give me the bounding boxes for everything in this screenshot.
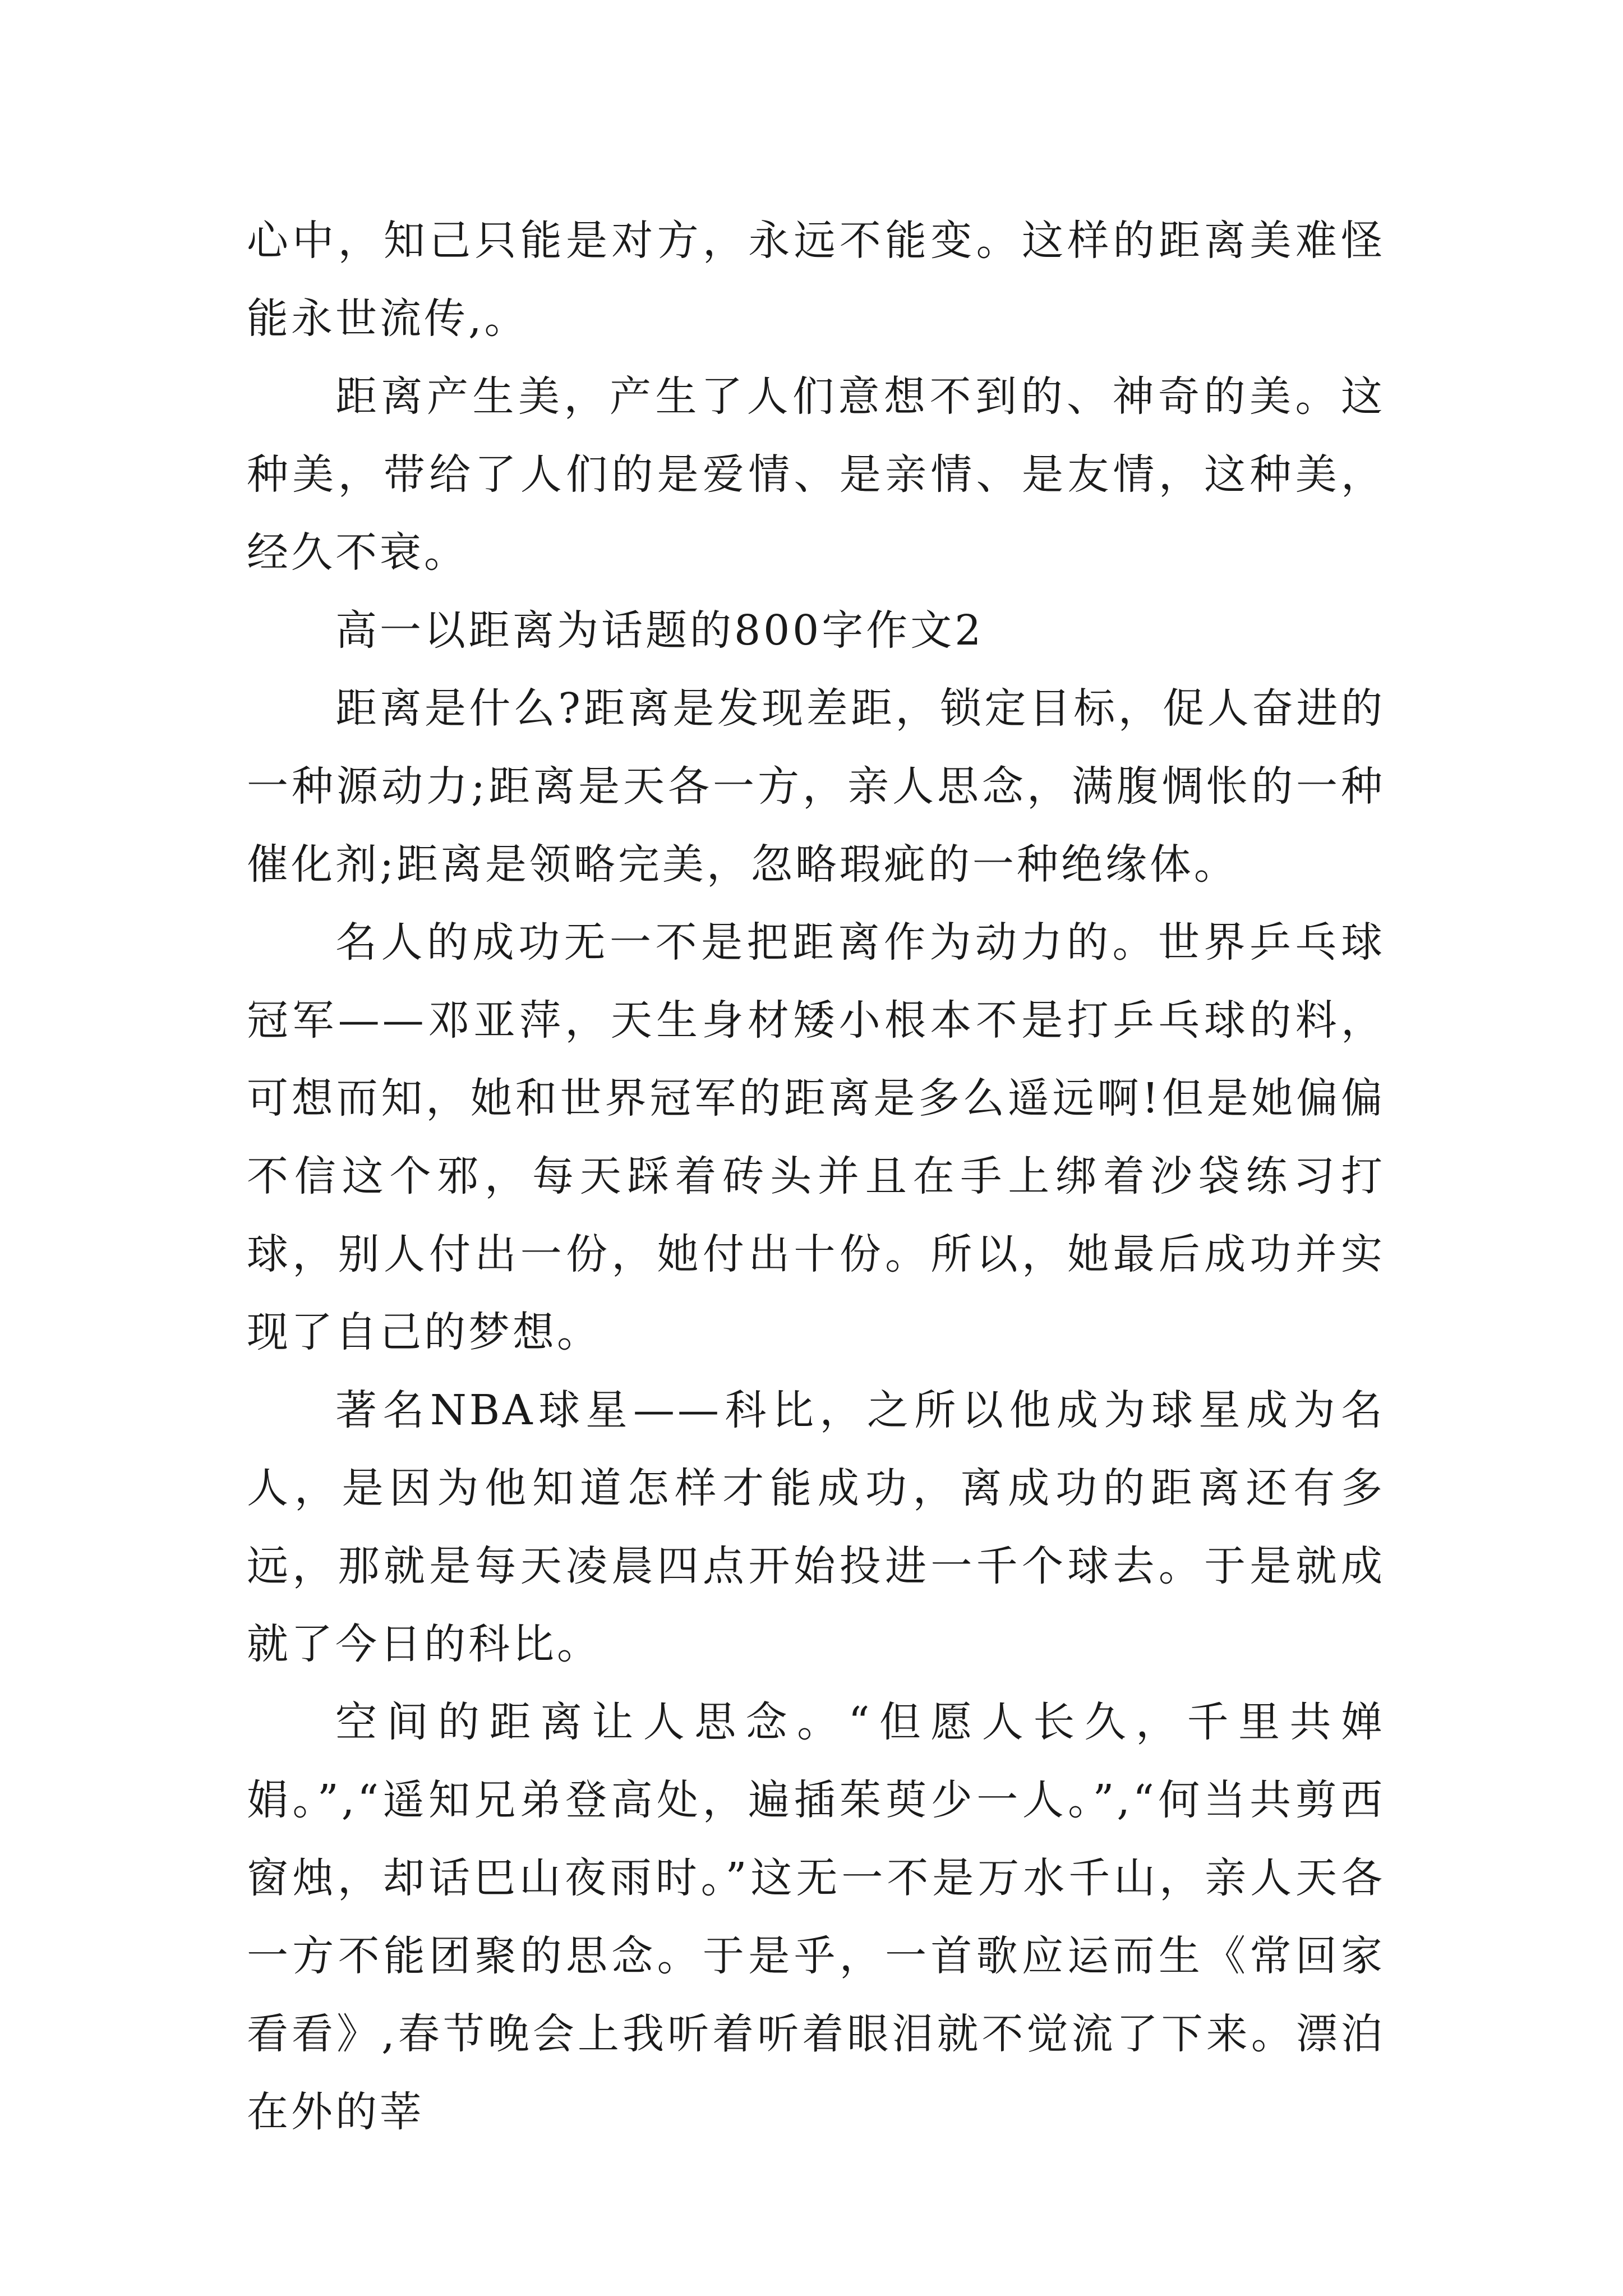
section-heading: 高一以距离为话题的800字作文2	[335, 606, 984, 655]
paragraph-6: 空间的距离让人思念。“但愿人长久，千里共婵娟。”,“遥知兄弟登高处，遍插茱萸少一人。”,“何当共剪西窗烛，却话巴山夜雨时。”这无一不是万水千山，亲人天各一方不能团聚的思念。于是乎，一首歌应运而生《常回家看看》,春节晚会上我听着听着眼泪就不觉流了下来。漂泊在外的莘	[247, 1698, 1385, 2136]
paragraph-1: 心中，知己只能是对方，永远不能变。这样的距离美难怪能永世流传,。	[247, 217, 1385, 343]
paragraph-2: 距离产生美，产生了人们意想不到的、神奇的美。这种美，带给了人们的是爱情、是亲情、是友情，这种美，经久不衰。	[247, 372, 1385, 577]
paragraph-5: 著名NBA球星——科比，之所以他成为球星成为名人，是因为他知道怎样才能成功，离成功的距离还有多远，那就是每天凌晨四点开始投进一千个球去。于是就成就了今日的科比。	[247, 1386, 1385, 1668]
article-body	[247, 202, 1385, 2151]
paragraph-4: 名人的成功无一不是把距离作为动力的。世界乒乓球冠军——邓亚萍，天生身材矮小根本不是打乒乓球的料，可想而知，她和世界冠军的距离是多么遥远啊!但是她偏偏不信这个邪，每天踩着砖头并且在手上绑着沙袋练习打球，别人付出一份，她付出十份。所以，她最后成功并实现了自己的梦想。	[247, 918, 1385, 1356]
paragraph-3: 距离是什么?距离是发现差距，锁定目标，促人奋进的一种源动力;距离是天各一方，亲人思念，满腹惆怅的一种催化剂;距离是领略完美，忽略瑕疵的一种绝缘体。	[247, 684, 1385, 889]
